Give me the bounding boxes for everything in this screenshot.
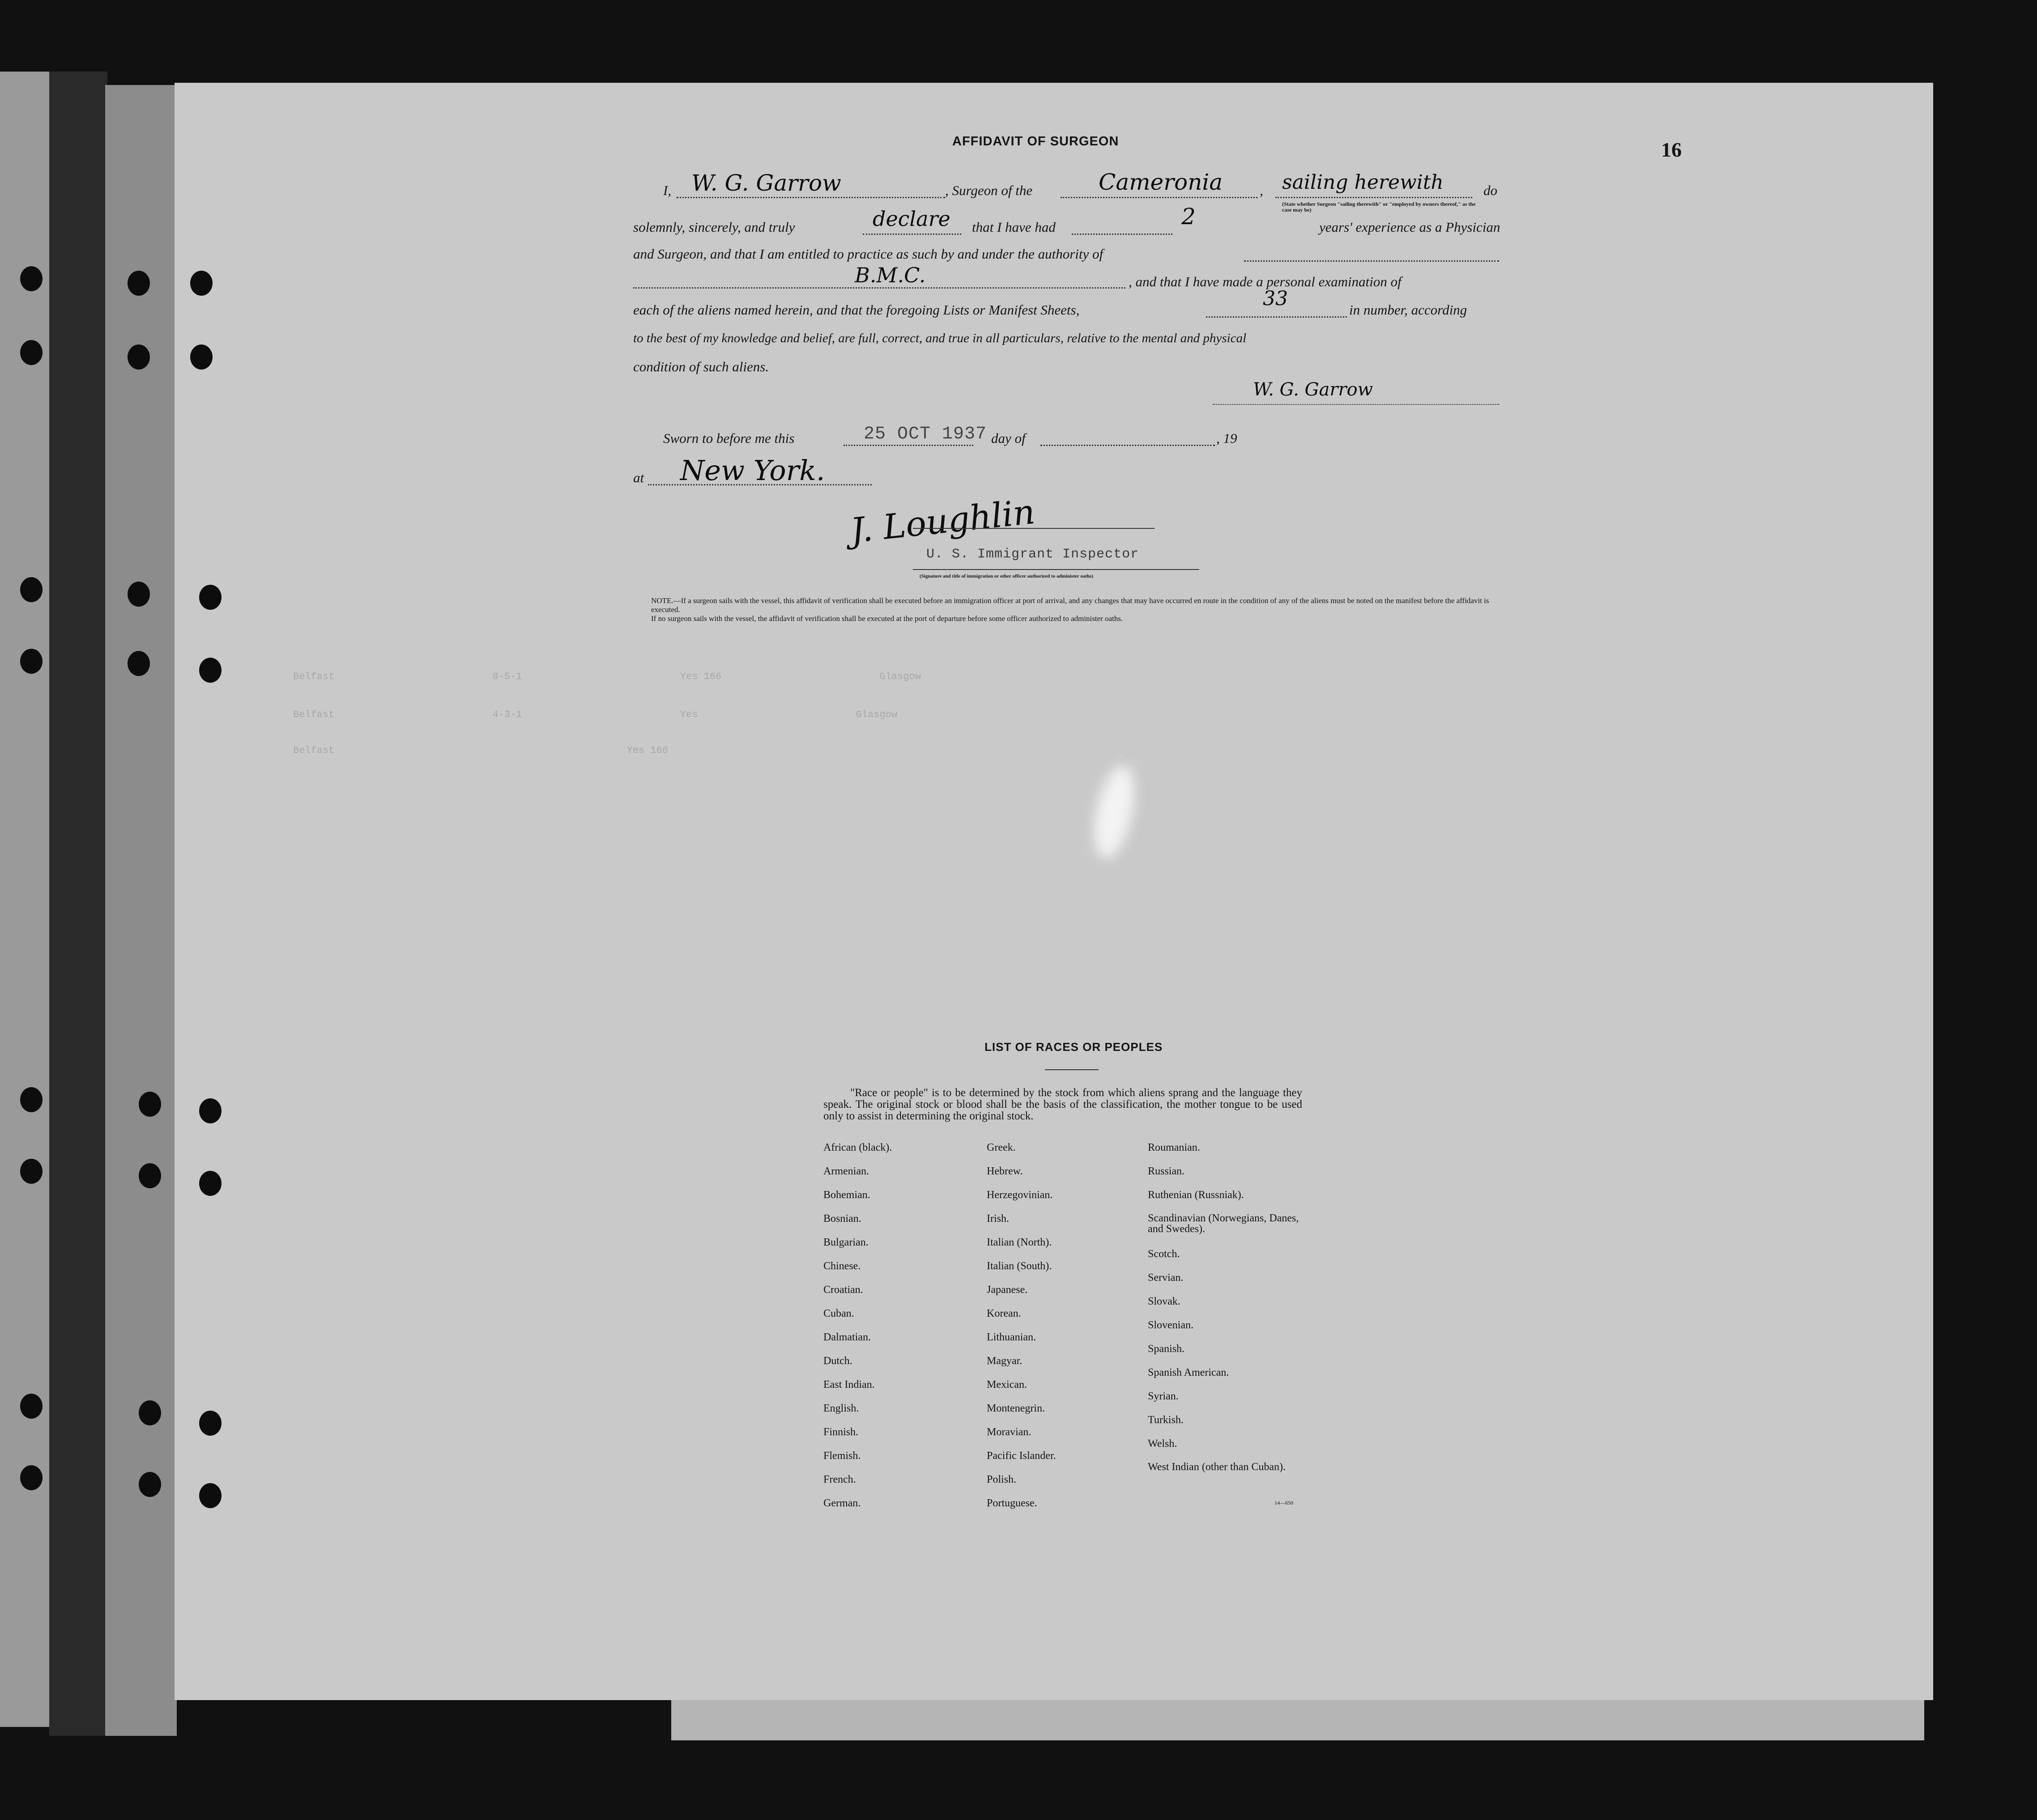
race-entry: Italian (North).: [987, 1237, 1052, 1248]
binder-hole: [139, 1092, 161, 1117]
ghost-cell: Yes 166: [626, 745, 669, 756]
text-authority: and Surgeon, and that I am entitled to practice as such by and under the authority of: [633, 246, 1104, 262]
binder-hole: [20, 1394, 43, 1419]
race-entry: Greek.: [987, 1142, 1016, 1153]
binder-hole: [199, 1483, 222, 1508]
race-entry: Bohemian.: [823, 1189, 870, 1201]
race-entry: French.: [823, 1474, 856, 1485]
binder-hole: [20, 649, 43, 674]
race-entry: Dalmatian.: [823, 1331, 871, 1343]
text-have-had: that I have had: [972, 219, 1056, 235]
binder-hole: [190, 271, 213, 296]
text-at: at: [633, 470, 644, 485]
surgeon-signature: W. G. Garrow: [1253, 379, 1373, 400]
authority-underline-2: [633, 287, 1125, 289]
text-best-knowledge: to the best of my knowledge and belief, are full, correct, and true in all particulars, relative to the mental and physical: [633, 331, 1247, 345]
race-entry: English.: [823, 1403, 859, 1414]
inspector-signature-line: [913, 528, 1155, 529]
binder-hole: [199, 1411, 222, 1436]
page-number: 16: [1661, 138, 1682, 161]
binder-hole: [190, 344, 213, 370]
month-underline: [1040, 445, 1215, 446]
races-column-2: [987, 1142, 1056, 1521]
race-entry: Croatian.: [823, 1284, 863, 1296]
text-day-of: day of: [991, 430, 1026, 446]
ghost-cell: Glasgow: [856, 709, 898, 720]
races-column-3: [1148, 1142, 1309, 1497]
binder-hole: [128, 651, 150, 676]
binder-hole: [199, 1171, 222, 1196]
race-entry: Mexican.: [987, 1379, 1027, 1391]
race-entry: Scandinavian (Norwegians, Danes, and Swedes).: [1148, 1212, 1299, 1235]
race-entry: Servian.: [1148, 1272, 1184, 1284]
binder-spine: [49, 72, 107, 1736]
race-entry: Italian (South).: [987, 1260, 1052, 1272]
binder-hole: [128, 344, 150, 370]
sworn-date-underline: [844, 445, 973, 446]
binder-hole: [20, 266, 43, 291]
binder-hole: [20, 577, 43, 602]
binder-hole: [139, 1163, 161, 1188]
authority-handwritten: B.M.C.: [855, 263, 926, 287]
race-entry: Roumanian.: [1148, 1142, 1200, 1153]
ghost-cell: Belfast: [293, 709, 335, 720]
binder-hole: [128, 582, 150, 607]
ghost-cell: Belfast: [293, 745, 335, 756]
text-in-number: in number, according: [1349, 302, 1467, 318]
inspector-title-stamp: U. S. Immigrant Inspector: [926, 547, 1139, 562]
declare-underline: [863, 234, 961, 235]
binder-hole: [139, 1472, 161, 1497]
ghost-cell: 8-5-1: [492, 671, 522, 682]
sailing-underline: [1275, 197, 1472, 198]
form-code: 14—650: [1274, 1500, 1293, 1506]
race-entry: Irish.: [987, 1213, 1009, 1225]
race-entry: Flemish.: [823, 1450, 861, 1462]
text-each-alien: each of the aliens named herein, and that the foregoing Lists or Manifest Sheets,: [633, 302, 1080, 318]
races-intro: "Race or people" is to be determined by the stock from which aliens sprang and the language they speak. The original stock or blood shall be the basis of the classification, the mother tongue to be used only to assist in determining the original stock.: [823, 1087, 1302, 1122]
race-entry: Japanese.: [987, 1284, 1028, 1296]
text-solemnly: solemnly, sincerely, and truly: [633, 219, 795, 235]
sheets-handwritten: 33: [1263, 287, 1288, 310]
race-entry: Finnish.: [823, 1426, 859, 1438]
vessel-name-handwritten: Cameronia: [1099, 169, 1223, 195]
text-personal-exam: , and that I have made a personal examination of: [1129, 274, 1402, 289]
sailing-instruction: (State whether Surgeon "sailing therewith" or "employed by owners thereof," as the case may be): [1282, 201, 1476, 213]
race-entry: East Indian.: [823, 1379, 875, 1391]
race-entry: Scotch.: [1148, 1248, 1180, 1260]
race-entry: Montenegrin.: [987, 1403, 1045, 1414]
race-entry: Slovak.: [1148, 1296, 1180, 1307]
races-col1-list: [823, 1142, 892, 1521]
race-entry: Armenian.: [823, 1165, 869, 1177]
race-entry: Herzegovinian.: [987, 1189, 1053, 1201]
text-19: , 19: [1216, 430, 1237, 446]
races-heading-rule: [1045, 1069, 1099, 1070]
ghost-cell: Belfast: [293, 671, 335, 682]
race-entry: Portuguese.: [987, 1497, 1037, 1509]
race-entry: Lithuanian.: [987, 1331, 1036, 1343]
ghost-row: [293, 745, 668, 756]
race-entry: Slovenian.: [1148, 1319, 1193, 1331]
races-column-1: [823, 1142, 892, 1521]
race-entry: Korean.: [987, 1308, 1021, 1319]
race-entry: Hebrew.: [987, 1165, 1023, 1177]
surgeon-signature-line: [1213, 404, 1499, 405]
binder-hole: [128, 271, 150, 296]
signature-caption: (Signature and title of immigration or other officer authorized to administer oaths): [920, 574, 1093, 579]
binder-hole: [20, 340, 43, 365]
race-entry: Russian.: [1148, 1165, 1185, 1177]
ghost-row: [293, 671, 921, 682]
race-entry: Bosnian.: [823, 1213, 861, 1225]
race-entry: Cuban.: [823, 1308, 854, 1319]
text-do: do: [1483, 183, 1497, 198]
text-comma: ,: [1260, 183, 1263, 198]
sheets-underline: [1206, 316, 1347, 318]
surgeon-name-handwritten: W. G. Garrow: [691, 170, 841, 196]
race-entry: Dutch.: [823, 1355, 852, 1367]
declare-handwritten: declare: [873, 207, 950, 231]
binder-hole: [20, 1159, 43, 1184]
ghost-cell: Yes 166: [680, 671, 722, 682]
inspector-title-line: [913, 569, 1199, 570]
inspector-signature: J. Loughlin: [848, 491, 1037, 551]
text-I: I,: [663, 183, 672, 198]
text-sworn: Sworn to before me this: [663, 430, 795, 446]
ghost-row: [293, 709, 897, 720]
races-col2-list: [987, 1142, 1056, 1521]
race-entry: German.: [823, 1497, 861, 1509]
race-entry: Magyar.: [987, 1355, 1023, 1367]
vessel-underline: [1061, 197, 1257, 198]
race-entry: Turkish.: [1148, 1414, 1184, 1426]
ghost-cell: 4-3-1: [492, 709, 522, 720]
authority-underline-1: [1244, 260, 1499, 262]
sailing-handwritten: sailing herewith: [1282, 171, 1444, 194]
sworn-date-stamp: 25 OCT 1937: [864, 424, 987, 444]
place-handwritten: New York.: [680, 454, 825, 487]
text-years-experience: years' experience as a Physician: [1319, 219, 1500, 235]
race-entry: Polish.: [987, 1474, 1017, 1485]
race-entry: Bulgarian.: [823, 1237, 869, 1248]
note-text-1: NOTE.—If a surgeon sails with the vessel, this affidavit of verification shall be executed before an immigration officer at port of arrival, and any changes that may have occurred en route in the condition of any of the aliens must be noted on the manifest before the affidavit is executed.: [651, 596, 1489, 614]
race-entry: African (black).: [823, 1142, 892, 1153]
race-entry: Welsh.: [1148, 1438, 1177, 1450]
race-entry: Spanish American.: [1148, 1367, 1229, 1378]
binder-hole: [20, 1465, 43, 1490]
years-handwritten: 2: [1181, 204, 1196, 230]
affidavit-note: [651, 596, 1497, 623]
race-entry: Syrian.: [1148, 1391, 1179, 1402]
race-entry: Spanish.: [1148, 1343, 1185, 1355]
ghost-cell: Glasgow: [879, 671, 921, 682]
race-entry: Chinese.: [823, 1260, 861, 1272]
binder-hole: [20, 1087, 43, 1112]
binder-hole: [139, 1400, 161, 1425]
text-condition: condition of such aliens.: [633, 359, 769, 374]
years-underline: [1072, 234, 1172, 235]
races-col3-list: [1148, 1142, 1309, 1497]
races-heading: LIST OF RACES OR PEOPLES: [984, 1040, 1163, 1054]
race-entry: Pacific Islander.: [987, 1450, 1056, 1462]
name-underline: [677, 197, 945, 198]
affidavit-heading: AFFIDAVIT OF SURGEON: [952, 134, 1119, 149]
binder-hole: [199, 1098, 222, 1123]
binder-hole: [199, 585, 222, 610]
race-entry: Ruthenian (Russniak).: [1148, 1189, 1244, 1201]
note-text-2: If no surgeon sails with the vessel, the affidavit of verification shall be executed at the port of departure before some officer authorized to administer oaths.: [651, 614, 1123, 623]
ghost-cell: Yes: [680, 709, 698, 720]
race-entry: West Indian (other than Cuban).: [1148, 1461, 1286, 1473]
binder-hole: [199, 658, 222, 683]
text-surgeon-of: , Surgeon of the: [945, 183, 1033, 198]
race-entry: Moravian.: [987, 1426, 1031, 1438]
